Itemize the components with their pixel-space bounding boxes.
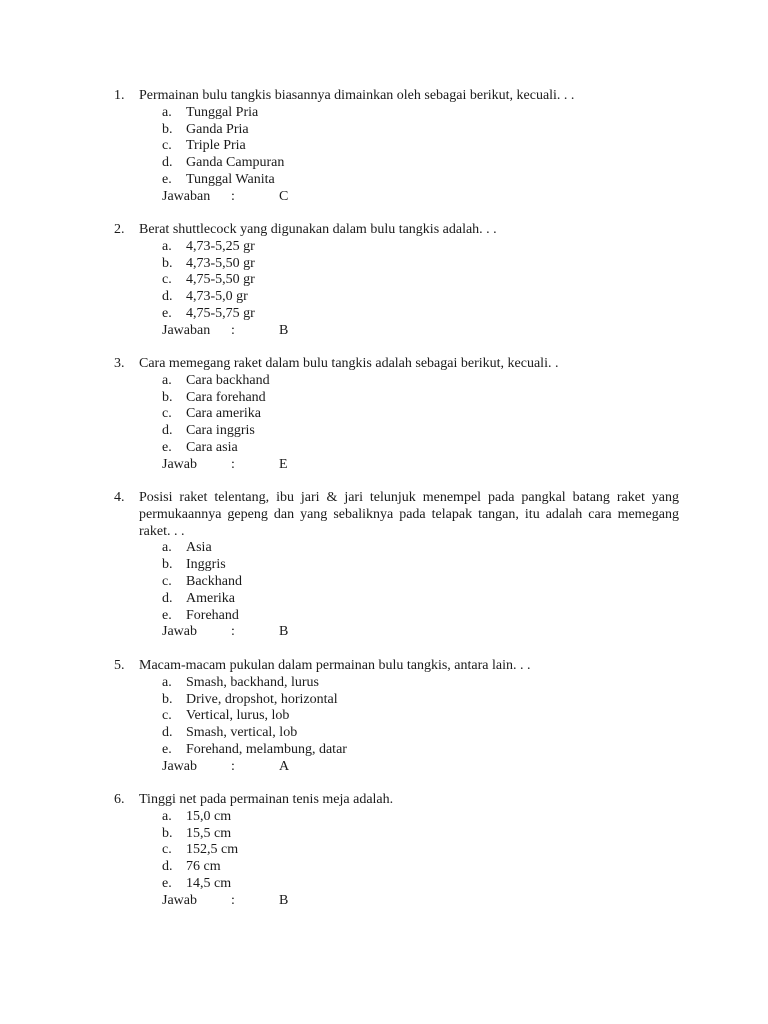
option-a (114, 373, 679, 390)
option-text: Smash, backhand, lurus (186, 674, 319, 690)
option-a (114, 239, 679, 256)
option-text: Backhand (186, 573, 242, 589)
option-a (114, 540, 679, 557)
option-text: Tunggal Pria (186, 104, 259, 120)
option-d (114, 591, 679, 608)
answer-colon: : (231, 624, 235, 640)
option-text: Cara amerika (186, 406, 262, 422)
question-number: 6. (114, 792, 125, 807)
option-text: Cara asia (186, 439, 238, 455)
option-letter: e. (162, 439, 172, 455)
option-text: 4,73-5,50 gr (186, 255, 255, 271)
question-6 (114, 792, 679, 910)
option-text: 4,73-5,25 gr (186, 238, 255, 254)
option-text: Vertical, lurus, lob (186, 708, 290, 724)
option-text: Drive, dropshot, horizontal (186, 691, 338, 707)
option-a (114, 675, 679, 692)
option-letter: c. (162, 406, 172, 422)
option-letter: c. (162, 138, 172, 154)
question-stem (114, 88, 679, 105)
question-stem (114, 490, 679, 540)
option-text: 152,5 cm (186, 842, 239, 858)
option-letter: c. (162, 272, 172, 288)
question-stem (114, 658, 679, 675)
option-e (114, 608, 679, 625)
answer-label: Jawab (162, 456, 197, 472)
answer-value: A (279, 758, 290, 774)
option-text: Ganda Campuran (186, 155, 285, 171)
option-e (114, 742, 679, 759)
option-e (114, 172, 679, 189)
option-e (114, 876, 679, 893)
option-letter: b. (162, 255, 173, 271)
answer-line (114, 624, 679, 641)
answer-colon: : (231, 758, 235, 774)
option-text: Cara backhand (186, 372, 270, 388)
option-text: Forehand (186, 607, 239, 623)
option-list (114, 105, 679, 189)
question-text: Tinggi net pada permainan tenis meja adalah. (139, 792, 394, 807)
question-1 (114, 88, 679, 206)
option-letter: b. (162, 121, 173, 137)
option-letter: a. (162, 808, 172, 824)
option-c (114, 272, 679, 289)
question-4 (114, 490, 679, 641)
option-text: Asia (186, 540, 212, 556)
option-text: 4,73-5,0 gr (186, 289, 248, 305)
answer-label: Jawaban (162, 188, 211, 204)
option-b (114, 692, 679, 709)
answer-line (114, 323, 679, 340)
question-number: 3. (114, 356, 125, 371)
option-letter: e. (162, 607, 172, 623)
option-b (114, 122, 679, 139)
option-letter: d. (162, 289, 173, 305)
option-a (114, 105, 679, 122)
option-letter: a. (162, 238, 172, 254)
option-c (114, 138, 679, 155)
question-number: 2. (114, 222, 125, 237)
option-letter: d. (162, 859, 173, 875)
option-text: Forehand, melambung, datar (186, 741, 347, 757)
question-2 (114, 222, 679, 340)
option-b (114, 557, 679, 574)
option-letter: a. (162, 674, 172, 690)
option-d (114, 725, 679, 742)
answer-value: B (279, 892, 289, 908)
option-letter: e. (162, 875, 172, 891)
option-text: 76 cm (186, 859, 221, 875)
question-text: Permainan bulu tangkis biasannya dimainkan oleh sebagai berikut, kecuali. . . (139, 88, 575, 103)
option-letter: a. (162, 372, 172, 388)
answer-label: Jawab (162, 892, 197, 908)
answer-line (114, 759, 679, 776)
option-letter: d. (162, 590, 173, 606)
answer-label: Jawab (162, 624, 197, 640)
option-letter: e. (162, 305, 172, 321)
option-d (114, 289, 679, 306)
option-d (114, 423, 679, 440)
option-letter: e. (162, 171, 172, 187)
option-b (114, 826, 679, 843)
question-number: 5. (114, 658, 125, 673)
answer-line (114, 457, 679, 474)
answer-colon: : (231, 892, 235, 908)
option-list (114, 373, 679, 457)
question-text: Posisi raket telentang, ibu jari & jari telunjuk menempel pada pangkal batang raket yang permukaannya gepeng dan yang sebaliknya pada telapak tangan, itu adalah cara memegang raket. . . (139, 490, 679, 539)
question-3 (114, 356, 679, 474)
option-letter: b. (162, 825, 173, 841)
option-list (114, 540, 679, 624)
option-c (114, 406, 679, 423)
option-b (114, 256, 679, 273)
option-letter: d. (162, 423, 173, 439)
answer-value: C (279, 188, 289, 204)
option-b (114, 390, 679, 407)
question-stem (114, 792, 679, 809)
answer-value: E (279, 456, 288, 472)
question-text: Macam-macam pukulan dalam permainan bulu tangkis, antara lain. . . (139, 658, 531, 673)
option-text: Tunggal Wanita (186, 171, 275, 187)
option-text: Smash, vertical, lob (186, 725, 298, 741)
option-list (114, 675, 679, 759)
answer-colon: : (231, 322, 235, 338)
option-text: Cara forehand (186, 389, 266, 405)
option-letter: b. (162, 691, 173, 707)
answer-colon: : (231, 456, 235, 472)
option-letter: a. (162, 540, 172, 556)
option-list (114, 809, 679, 893)
option-text: 4,75-5,75 gr (186, 305, 255, 321)
question-stem (114, 222, 679, 239)
answer-value: B (279, 624, 289, 640)
option-text: 15,5 cm (186, 825, 232, 841)
option-text: Triple Pria (186, 138, 246, 154)
option-letter: c. (162, 573, 172, 589)
option-d (114, 155, 679, 172)
option-text: Ganda Pria (186, 121, 249, 137)
question-text: Cara memegang raket dalam bulu tangkis adalah sebagai berikut, kecuali. . (139, 356, 559, 371)
answer-line (114, 893, 679, 910)
option-letter: d. (162, 155, 173, 171)
option-c (114, 708, 679, 725)
option-letter: c. (162, 842, 172, 858)
option-list (114, 239, 679, 323)
question-5 (114, 658, 679, 776)
option-text: 14,5 cm (186, 875, 232, 891)
answer-label: Jawaban (162, 322, 211, 338)
option-letter: b. (162, 389, 173, 405)
option-a (114, 809, 679, 826)
option-c (114, 842, 679, 859)
option-letter: b. (162, 557, 173, 573)
option-letter: e. (162, 741, 172, 757)
question-number: 4. (114, 490, 125, 505)
option-letter: a. (162, 104, 172, 120)
option-d (114, 859, 679, 876)
answer-line (114, 189, 679, 206)
answer-label: Jawab (162, 758, 197, 774)
option-text: 4,75-5,50 gr (186, 272, 255, 288)
answer-colon: : (231, 188, 235, 204)
option-letter: d. (162, 725, 173, 741)
question-stem (114, 356, 679, 373)
option-text: Cara inggris (186, 423, 255, 439)
option-c (114, 574, 679, 591)
answer-value: B (279, 322, 289, 338)
option-text: 15,0 cm (186, 808, 232, 824)
option-e (114, 440, 679, 457)
option-letter: c. (162, 708, 172, 724)
question-text: Berat shuttlecock yang digunakan dalam bulu tangkis adalah. . . (139, 222, 497, 237)
option-text: Amerika (186, 590, 235, 606)
option-text: Inggris (186, 557, 226, 573)
option-e (114, 306, 679, 323)
question-number: 1. (114, 88, 125, 103)
